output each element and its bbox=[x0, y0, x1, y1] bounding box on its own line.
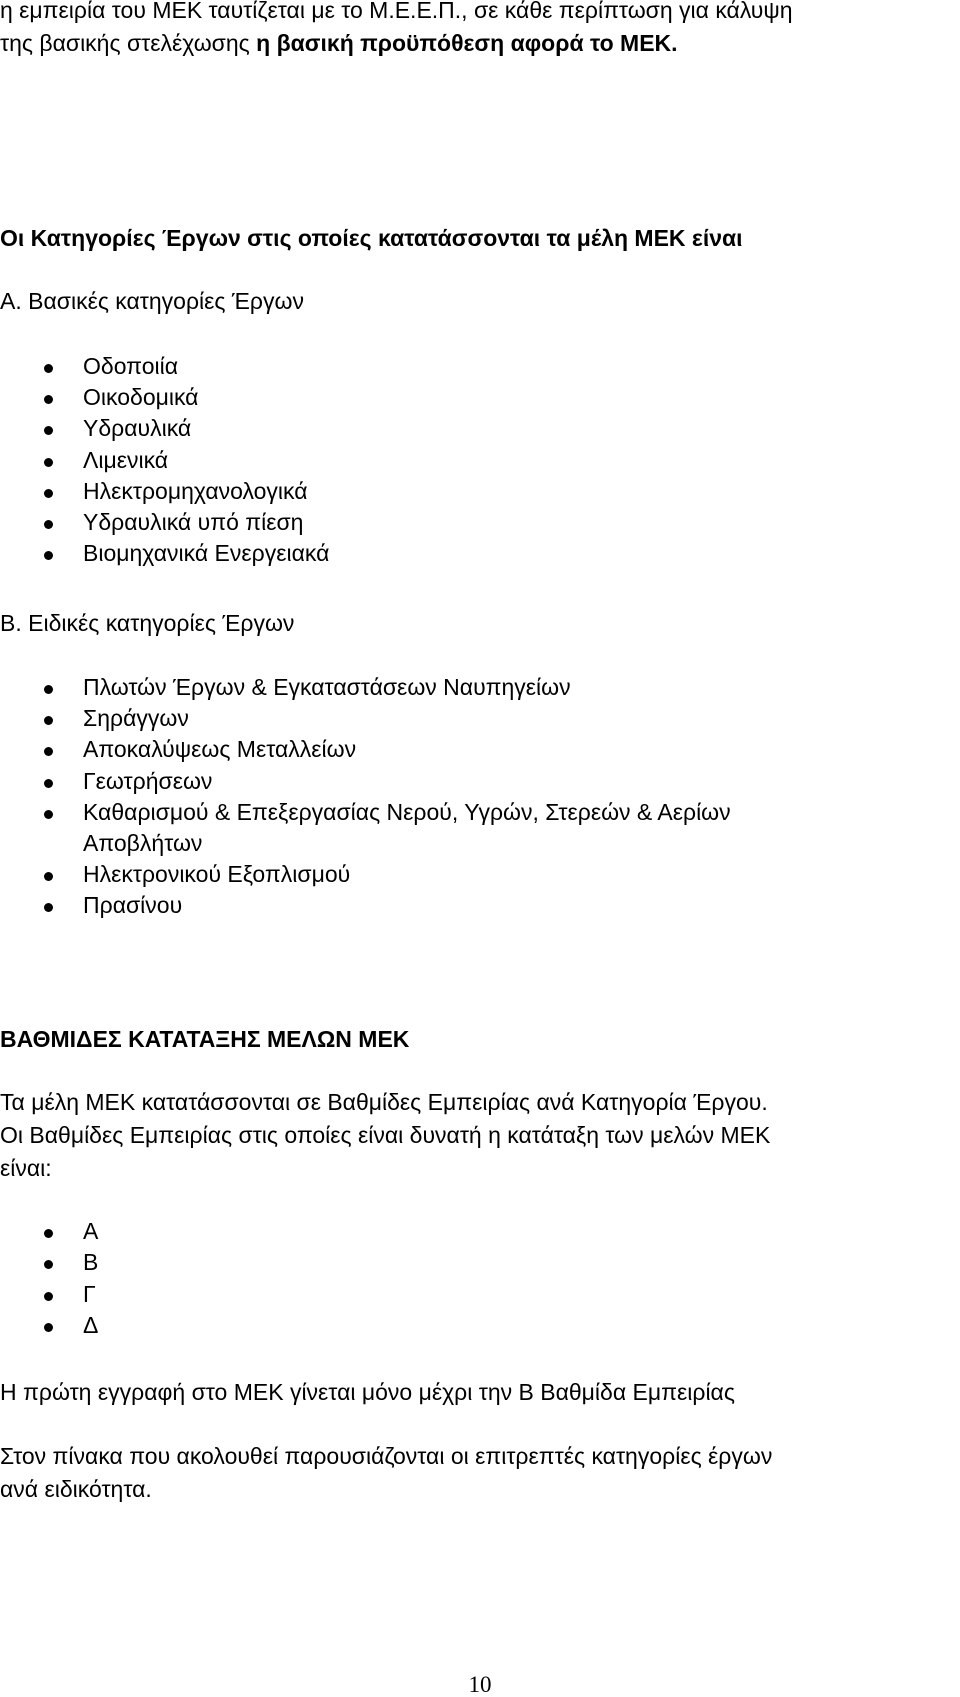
list-item: Α bbox=[0, 1216, 98, 1247]
list-item: Δ bbox=[0, 1310, 98, 1341]
bullet-icon bbox=[44, 716, 53, 725]
list-item: Οδοποιία bbox=[0, 351, 329, 382]
grades-paragraph-line-1: Τα μέλη ΜΕΚ κατατάσσονται σε Βαθμίδες Εμπειρίας ανά Κατηγορία Έργου. bbox=[0, 1089, 768, 1115]
list-item: Βιομηχανικά Ενεργειακά bbox=[0, 538, 329, 569]
categories-heading: Οι Κατηγορίες Έργων στις οποίες κατατάσσονται τα μέλη ΜΕΚ είναι bbox=[0, 225, 743, 251]
bullet-icon bbox=[44, 364, 53, 373]
bullet-icon bbox=[44, 779, 53, 788]
bullet-icon bbox=[44, 810, 53, 819]
list-item: Οικοδομικά bbox=[0, 382, 329, 413]
bullet-icon bbox=[44, 1260, 53, 1269]
bullet-icon bbox=[44, 426, 53, 435]
intro-line-2-plain: της βασικής στελέχωσης bbox=[0, 30, 257, 56]
grades-paragraph-line-3: είναι: bbox=[0, 1155, 52, 1181]
list-item: Λιμενικά bbox=[0, 445, 329, 476]
list-item: Ηλεκτρομηχανολογικά bbox=[0, 476, 329, 507]
bullet-icon bbox=[44, 551, 53, 560]
bullet-icon bbox=[44, 1323, 53, 1332]
bullet-icon bbox=[44, 872, 53, 881]
first-registration-note: Η πρώτη εγγραφή στο ΜΕΚ γίνεται μόνο μέχρι την Β Βαθμίδα Εμπειρίας bbox=[0, 1379, 735, 1405]
list-item: Γεωτρήσεων bbox=[0, 766, 731, 797]
bullet-icon bbox=[44, 1292, 53, 1301]
list-item: Πλωτών Έργων & Εγκαταστάσεων Ναυπηγείων bbox=[0, 672, 731, 703]
list-item: Γ bbox=[0, 1279, 98, 1310]
intro-line-2 bbox=[0, 27, 678, 59]
special-categories-heading: Β. Ειδικές κατηγορίες Έργων bbox=[0, 610, 295, 636]
bullet-icon bbox=[44, 458, 53, 467]
table-intro-line-1: Στον πίνακα που ακολουθεί παρουσιάζονται οι επιτρεπτές κατηγορίες έργων bbox=[0, 1443, 773, 1469]
bullet-icon bbox=[44, 903, 53, 912]
basic-categories-heading: Α. Βασικές κατηγορίες Έργων bbox=[0, 288, 304, 314]
basic-categories-list bbox=[0, 351, 329, 569]
bullet-icon bbox=[44, 685, 53, 694]
list-item: Ηλεκτρονικού Εξοπλισμού bbox=[0, 859, 731, 890]
grades-heading: ΒΑΘΜΙΔΕΣ ΚΑΤΑΤΑΞΗΣ ΜΕΛΩΝ ΜΕΚ bbox=[0, 1026, 410, 1052]
list-item: Πρασίνου bbox=[0, 890, 731, 921]
bullet-icon bbox=[44, 489, 53, 498]
grades-list bbox=[0, 1216, 98, 1341]
list-item: Υδραυλικά υπό πίεση bbox=[0, 507, 329, 538]
list-item: Αποκαλύψεως Μεταλλείων bbox=[0, 734, 731, 765]
table-intro-line-2: ανά ειδικότητα. bbox=[0, 1476, 152, 1502]
bullet-icon bbox=[44, 1229, 53, 1238]
list-item: Υδραυλικά bbox=[0, 413, 329, 444]
bullet-icon bbox=[44, 395, 53, 404]
special-categories-list bbox=[0, 672, 731, 922]
bullet-icon bbox=[44, 747, 53, 756]
grades-paragraph-line-2: Οι Βαθμίδες Εμπειρίας στις οποίες είναι δυνατή η κατάταξη των μελών ΜΕΚ bbox=[0, 1122, 771, 1148]
list-item: Καθαρισμού & Επεξεργασίας Νερού, Υγρών, Στερεών & Αερίων Αποβλήτων bbox=[0, 797, 731, 859]
list-item: Σηράγγων bbox=[0, 703, 731, 734]
intro-line-1: η εμπειρία του ΜΕΚ ταυτίζεται με το Μ.Ε.Ε.Π., σε κάθε περίπτωση για κάλυψη bbox=[0, 0, 793, 23]
bullet-icon bbox=[44, 520, 53, 529]
page-number: 10 bbox=[468, 1672, 492, 1697]
list-item: Β bbox=[0, 1247, 98, 1278]
intro-line-2-bold: η βασική προϋπόθεση αφορά το ΜΕΚ. bbox=[256, 30, 678, 56]
